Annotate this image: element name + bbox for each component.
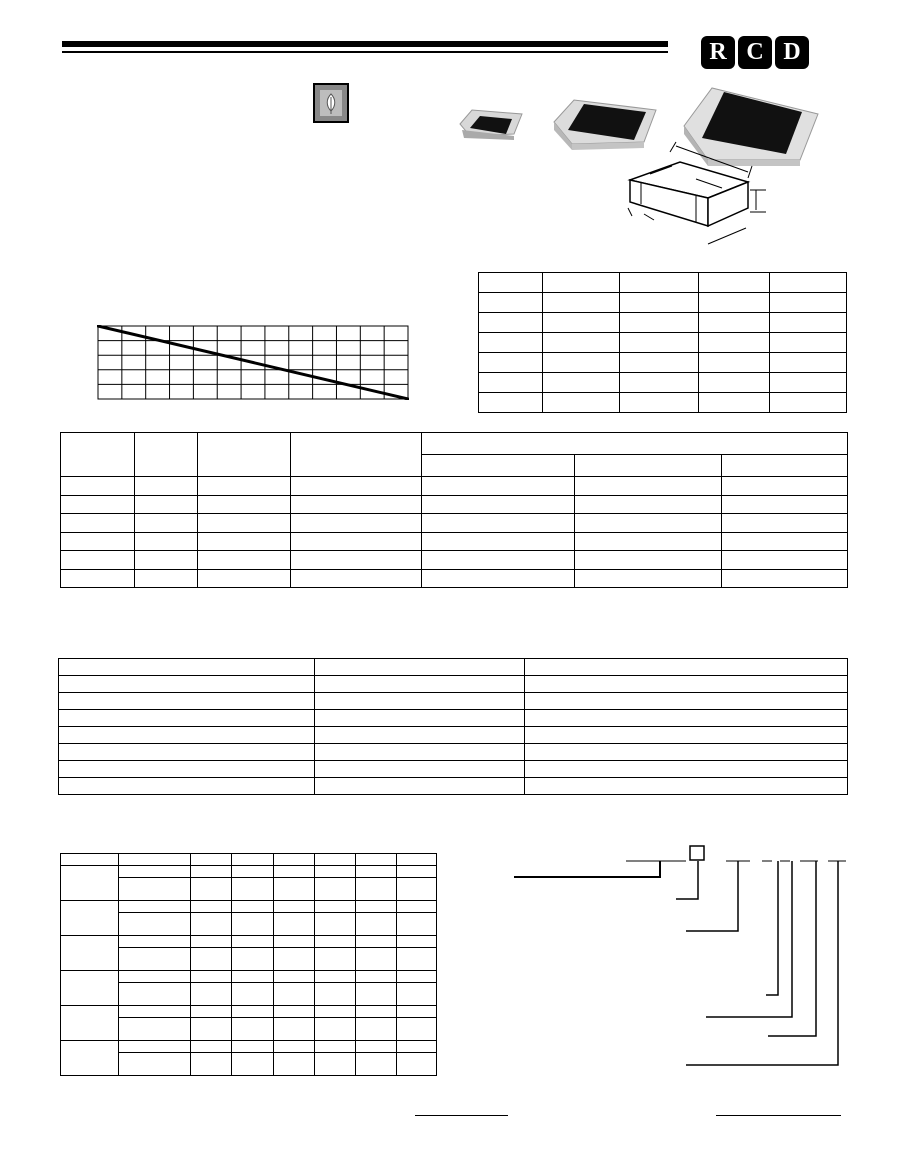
packaging-cell	[232, 1018, 274, 1041]
ratings-row	[61, 495, 848, 514]
performance-cell	[59, 676, 315, 693]
ratings-cell	[135, 477, 198, 496]
packaging-row	[61, 901, 437, 913]
derating-chart	[97, 325, 409, 400]
packaging-cell	[274, 901, 315, 913]
ratings-cell	[198, 514, 291, 533]
packaging-cell	[119, 1018, 191, 1041]
packaging-cell	[119, 971, 191, 983]
packaging-header-cell	[315, 854, 356, 866]
ratings-cell	[722, 551, 848, 570]
ratings-cell	[135, 551, 198, 570]
performance-cell	[525, 727, 848, 744]
performance-cell	[525, 659, 848, 676]
ratings-cell	[575, 495, 722, 514]
chip-resistor-photos	[450, 80, 830, 255]
performance-cell	[59, 761, 315, 778]
packaging-cell	[315, 1053, 356, 1076]
ratings-cell	[422, 477, 575, 496]
packaging-cell	[356, 936, 397, 948]
ratings-subheader-cell	[575, 455, 722, 477]
ratings-cell	[575, 514, 722, 533]
ratings-cell	[575, 532, 722, 551]
ratings-cell	[61, 514, 135, 533]
ratings-cell	[575, 551, 722, 570]
ratings-cell	[722, 514, 848, 533]
ratings-cell	[135, 495, 198, 514]
performance-cell	[59, 778, 315, 795]
ratings-row	[61, 514, 848, 533]
ratings-cell	[61, 477, 135, 496]
packaging-row	[61, 1006, 437, 1018]
performance-cell	[59, 744, 315, 761]
packaging-cell	[232, 983, 274, 1006]
packaging-cell	[119, 866, 191, 878]
packaging-cell	[274, 878, 315, 901]
ratings-subheader-cell	[422, 455, 575, 477]
performance-cell	[525, 744, 848, 761]
packaging-cell	[191, 1006, 232, 1018]
packaging-cell	[315, 936, 356, 948]
dimensions-row	[479, 293, 847, 313]
packaging-size-cell	[61, 936, 119, 971]
packaging-cell	[191, 866, 232, 878]
packaging-cell	[274, 936, 315, 948]
dimensions-cell	[770, 353, 847, 373]
packaging-row	[61, 971, 437, 983]
ratings-cell	[575, 569, 722, 588]
packaging-cell	[119, 901, 191, 913]
ratings-cell	[422, 569, 575, 588]
logo-tile-c	[738, 36, 772, 69]
ratings-cell	[575, 477, 722, 496]
packaging-cell	[315, 901, 356, 913]
logo-tile-r	[701, 36, 735, 69]
packaging-cell	[315, 1006, 356, 1018]
packaging-cell	[274, 1041, 315, 1053]
dimensions-cell	[620, 273, 699, 293]
packaging-cell	[397, 866, 437, 878]
packaging-cell	[397, 948, 437, 971]
packaging-header-cell	[356, 854, 397, 866]
ratings-cell	[722, 495, 848, 514]
dimensions-cell	[543, 293, 620, 313]
packaging-size-cell	[61, 866, 119, 901]
packaging-cell	[119, 936, 191, 948]
packaging-size-cell	[61, 1041, 119, 1076]
ratings-cell	[291, 495, 422, 514]
packaging-cell	[191, 913, 232, 936]
performance-cell	[315, 676, 525, 693]
packaging-cell	[232, 948, 274, 971]
packaging-row	[61, 1041, 437, 1053]
performance-row	[59, 761, 848, 778]
footer-line-right	[716, 1115, 841, 1116]
packaging-header-row	[61, 854, 437, 866]
packaging-cell	[232, 971, 274, 983]
performance-cell	[315, 727, 525, 744]
packaging-cell	[397, 1053, 437, 1076]
ratings-row	[61, 551, 848, 570]
dimensions-cell	[699, 293, 770, 313]
packaging-cell	[274, 1006, 315, 1018]
chip-resistor-large	[684, 88, 818, 166]
packaging-cell	[191, 936, 232, 948]
packaging-header-cell	[397, 854, 437, 866]
packaging-cell	[315, 983, 356, 1006]
performance-cell	[525, 676, 848, 693]
dimensions-cell	[620, 293, 699, 313]
packaging-cell	[119, 948, 191, 971]
packaging-cell	[356, 971, 397, 983]
ratings-table	[60, 432, 848, 588]
performance-cell	[59, 710, 315, 727]
packaging-cell	[119, 983, 191, 1006]
option-box	[690, 846, 704, 860]
ratings-cell	[722, 569, 848, 588]
packaging-cell	[274, 983, 315, 1006]
packaging-cell	[191, 983, 232, 1006]
performance-table	[58, 658, 848, 795]
dimensions-table	[478, 272, 847, 413]
packaging-cell	[397, 1006, 437, 1018]
packaging-row	[61, 936, 437, 948]
ratings-cell	[198, 532, 291, 551]
packaging-cell	[315, 1018, 356, 1041]
packaging-cell	[397, 983, 437, 1006]
packaging-cell	[274, 913, 315, 936]
performance-row	[59, 727, 848, 744]
dimensions-cell	[543, 373, 620, 393]
dimensions-cell	[770, 293, 847, 313]
ratings-header-cell	[135, 433, 198, 477]
packaging-cell	[232, 866, 274, 878]
performance-cell	[525, 710, 848, 727]
ratings-cell	[198, 495, 291, 514]
dimensions-cell	[699, 273, 770, 293]
ratings-cell	[61, 495, 135, 514]
packaging-cell	[356, 948, 397, 971]
dimensions-cell	[479, 273, 543, 293]
header-rule	[62, 41, 668, 47]
packaging-header-cell	[61, 854, 119, 866]
packaging-cell	[356, 1041, 397, 1053]
ratings-cell	[291, 514, 422, 533]
header-rule-thin	[62, 51, 668, 53]
packaging-size-cell	[61, 901, 119, 936]
dimensions-cell	[620, 313, 699, 333]
dimensions-row	[479, 393, 847, 413]
dimensions-cell	[543, 393, 620, 413]
performance-row	[59, 778, 848, 795]
packaging-cell	[397, 1041, 437, 1053]
packaging-cell	[356, 1018, 397, 1041]
dimensions-cell	[770, 373, 847, 393]
performance-row	[59, 710, 848, 727]
packaging-table	[60, 853, 437, 1076]
dimensions-cell	[699, 373, 770, 393]
dimensions-cell	[543, 353, 620, 373]
ratings-cell	[135, 514, 198, 533]
logo-letter-c: C	[746, 39, 764, 65]
packaging-cell	[397, 901, 437, 913]
packaging-cell	[397, 1018, 437, 1041]
performance-cell	[59, 693, 315, 710]
packaging-cell	[232, 1006, 274, 1018]
packaging-cell	[119, 878, 191, 901]
ratings-row	[61, 569, 848, 588]
packaging-cell	[356, 901, 397, 913]
packaging-cell	[315, 913, 356, 936]
dimensions-row	[479, 373, 847, 393]
packaging-cell	[356, 983, 397, 1006]
performance-cell	[59, 659, 315, 676]
packaging-row	[61, 866, 437, 878]
logo-letter-d: D	[783, 39, 801, 65]
packaging-cell	[356, 913, 397, 936]
packaging-cell	[397, 878, 437, 901]
ratings-cell	[61, 551, 135, 570]
dimensions-cell	[543, 273, 620, 293]
dimensions-cell	[543, 313, 620, 333]
leaf-icon	[313, 83, 349, 123]
performance-cell	[315, 693, 525, 710]
derating-curve	[98, 326, 408, 399]
packaging-cell	[119, 1006, 191, 1018]
packaging-cell	[274, 971, 315, 983]
packaging-cell	[232, 936, 274, 948]
packaging-header-cell	[119, 854, 191, 866]
chip-resistor-small	[460, 110, 522, 140]
packaging-cell	[191, 1041, 232, 1053]
packaging-cell	[191, 1018, 232, 1041]
packaging-cell	[356, 1053, 397, 1076]
packaging-cell	[232, 1041, 274, 1053]
dimensions-row	[479, 333, 847, 353]
packaging-cell	[191, 901, 232, 913]
packaging-cell	[274, 1018, 315, 1041]
ratings-cell	[422, 551, 575, 570]
dimensions-cell	[620, 333, 699, 353]
ratings-row	[61, 477, 848, 496]
packaging-cell	[191, 878, 232, 901]
dimensions-cell	[699, 333, 770, 353]
dimensions-cell	[770, 333, 847, 353]
dimensions-cell	[479, 353, 543, 373]
footer-line-left	[415, 1115, 508, 1116]
ratings-header-cell	[422, 433, 848, 455]
ratings-cell	[135, 532, 198, 551]
performance-row	[59, 693, 848, 710]
ratings-cell	[722, 532, 848, 551]
ratings-cell	[422, 532, 575, 551]
ratings-cell	[291, 477, 422, 496]
logo-letter-r: R	[709, 39, 727, 65]
dimensions-cell	[479, 293, 543, 313]
ratings-cell	[422, 514, 575, 533]
dimensions-cell	[543, 333, 620, 353]
packaging-cell	[315, 878, 356, 901]
ratings-cell	[291, 551, 422, 570]
ratings-cell	[291, 532, 422, 551]
performance-row	[59, 659, 848, 676]
dimensions-cell	[620, 373, 699, 393]
performance-cell	[315, 761, 525, 778]
performance-row	[59, 676, 848, 693]
packaging-cell	[191, 971, 232, 983]
packaging-cell	[315, 948, 356, 971]
dimensions-cell	[479, 393, 543, 413]
ratings-cell	[291, 569, 422, 588]
part-numbering-diagram	[510, 843, 850, 1073]
packaging-cell	[274, 948, 315, 971]
ratings-cell	[135, 569, 198, 588]
dimensions-row	[479, 273, 847, 293]
performance-cell	[315, 659, 525, 676]
dimensions-cell	[770, 393, 847, 413]
dimensions-cell	[479, 373, 543, 393]
dimensions-cell	[620, 353, 699, 373]
packaging-cell	[356, 866, 397, 878]
ratings-cell	[198, 551, 291, 570]
packaging-cell	[191, 1053, 232, 1076]
logo-tile-d	[775, 36, 809, 69]
packaging-cell	[119, 1053, 191, 1076]
packaging-size-cell	[61, 971, 119, 1006]
ratings-cell	[198, 477, 291, 496]
packaging-cell	[232, 878, 274, 901]
packaging-cell	[315, 866, 356, 878]
dimensions-cell	[620, 393, 699, 413]
performance-row	[59, 744, 848, 761]
packaging-cell	[397, 936, 437, 948]
packaging-cell	[119, 1041, 191, 1053]
ratings-cell	[198, 569, 291, 588]
dimensions-row	[479, 313, 847, 333]
ratings-cell	[422, 495, 575, 514]
ratings-cell	[61, 532, 135, 551]
packaging-cell	[232, 901, 274, 913]
dimensions-cell	[699, 353, 770, 373]
packaging-size-cell	[61, 1006, 119, 1041]
packaging-header-cell	[191, 854, 232, 866]
packaging-cell	[356, 1006, 397, 1018]
packaging-cell	[119, 913, 191, 936]
chip-resistor-medium	[554, 100, 656, 150]
packaging-cell	[274, 1053, 315, 1076]
packaging-cell	[315, 1041, 356, 1053]
dimensions-cell	[770, 273, 847, 293]
performance-cell	[525, 761, 848, 778]
dimensions-cell	[699, 313, 770, 333]
dimensions-row	[479, 353, 847, 373]
ratings-cell	[61, 569, 135, 588]
dimensions-cell	[479, 313, 543, 333]
packaging-cell	[274, 866, 315, 878]
ratings-row	[61, 532, 848, 551]
performance-cell	[315, 744, 525, 761]
packaging-cell	[397, 913, 437, 936]
performance-cell	[525, 778, 848, 795]
packaging-cell	[191, 948, 232, 971]
dimensions-cell	[699, 393, 770, 413]
ratings-header-cell	[61, 433, 135, 477]
performance-cell	[315, 778, 525, 795]
packaging-cell	[232, 1053, 274, 1076]
ratings-header-cell	[291, 433, 422, 477]
packaging-header-cell	[274, 854, 315, 866]
packaging-cell	[232, 913, 274, 936]
performance-cell	[59, 727, 315, 744]
dimensions-cell	[770, 313, 847, 333]
ratings-cell	[722, 477, 848, 496]
dimensions-cell	[479, 333, 543, 353]
ratings-header-cell	[198, 433, 291, 477]
performance-cell	[525, 693, 848, 710]
performance-cell	[315, 710, 525, 727]
ratings-subheader-cell	[722, 455, 848, 477]
packaging-cell	[356, 878, 397, 901]
packaging-cell	[315, 971, 356, 983]
packaging-cell	[397, 971, 437, 983]
packaging-header-cell	[232, 854, 274, 866]
